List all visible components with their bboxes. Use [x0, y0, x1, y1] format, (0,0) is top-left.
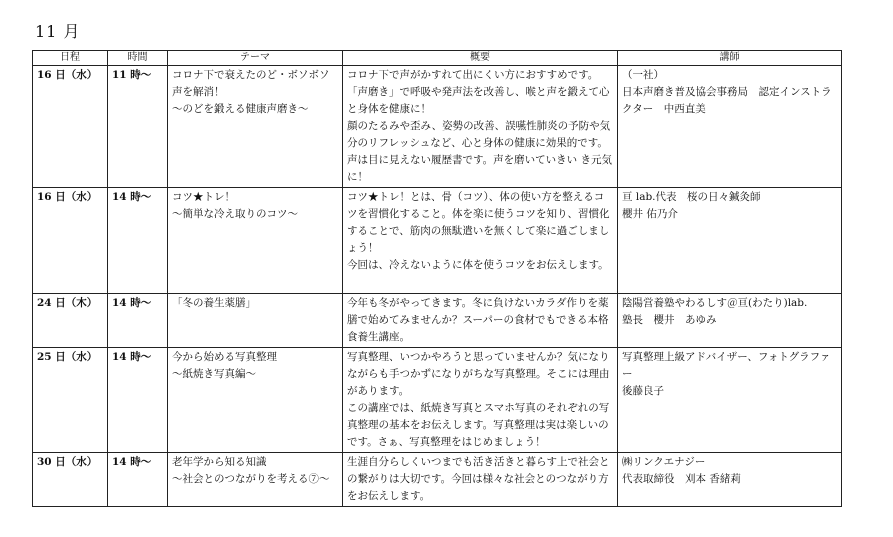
cell-theme: コツ★トレ！ ～簡単な冷え取りのコツ～: [168, 188, 343, 294]
table-row: [33, 453, 842, 507]
cell-lecturer: 亘 lab.代表 桜の日々鍼灸師 櫻井 佑乃介: [618, 188, 842, 294]
cell-date: 16 日（水）: [33, 188, 108, 294]
column-header-time: 時間: [108, 51, 168, 66]
cell-summary: 今年も冬がやってきます。冬に負けないカラダ作りを薬膳で始めてみませんか？スーパーの食材でもできる本格食養生講座。: [343, 294, 618, 348]
column-header-date: 日程: [33, 51, 108, 66]
table-row: [33, 348, 842, 453]
cell-theme: 「冬の養生薬膳」: [168, 294, 343, 348]
cell-summary: 写真整理、いつかやろうと思っていませんか？気になりながらも手つかずになりがちな写真整理。そこには理由があります。 この講座では、紙焼き写真とスマホ写真のそれぞれの写真整理の基本をお伝えします。写真整理は実は楽しいのです。さぁ、写真整理をはじめましょう！: [343, 348, 618, 453]
cell-summary: コロナ下で声がかすれて出にくい方におすすめです。「声磨き」で呼吸や発声法を改善し、喉と声を鍛えて心と身体を健康に！ 顔のたるみや歪み、姿勢の改善、誤嚥性肺炎の予防や気分のリフレッシュなど、心と身体の健康に効果的です。声は目に見えない履歴書です。声を磨いていきい き元気に！: [343, 66, 618, 188]
cell-summary: 生涯自分らしくいつまでも活き活きと暮らす上で社会との繋がりは大切です。今回は様々な社会とのつながり方をお伝えします。: [343, 453, 618, 507]
cell-date: 25 日（水）: [33, 348, 108, 453]
cell-lecturer: 陰陽営養塾やわるしす＠亘(わたり)lab. 塾長 櫻井 あゆみ: [618, 294, 842, 348]
cell-theme: コロナ下で衰えたのど・ボソボソ声を解消！ ～のどを鍛える健康声磨き～: [168, 66, 343, 188]
cell-date: 16 日（水）: [33, 66, 108, 188]
cell-time: 14 時～: [108, 453, 168, 507]
table-row: [33, 66, 842, 188]
cell-lecturer: （一社） 日本声磨き普及協会事務局 認定インストラクター 中西直美: [618, 66, 842, 188]
cell-summary: コツ★トレ！とは、骨（コツ）、体の使い方を整えるコツを習慣化すること。体を楽に使うコツを知り、習慣化することで、筋肉の無駄遣いを無くして楽に過ごしましょう！ 今回は、冷えないように体を使うコツをお伝えします。: [343, 188, 618, 294]
cell-time: 11 時～: [108, 66, 168, 188]
column-header-lecturer: 講師: [618, 51, 842, 66]
cell-time: 14 時～: [108, 294, 168, 348]
column-header-summary: 概要: [343, 51, 618, 66]
page-title: 11 月: [35, 22, 81, 41]
cell-theme: 今から始める写真整理 ～紙焼き写真編～: [168, 348, 343, 453]
table-row: [33, 188, 842, 294]
table-header-row: [33, 51, 842, 66]
schedule-table: [32, 50, 842, 507]
table-row: [33, 294, 842, 348]
cell-lecturer: 写真整理上級アドバイザー、フォトグラファー 後藤良子: [618, 348, 842, 453]
cell-date: 24 日（木）: [33, 294, 108, 348]
cell-theme: 老年学から知る知識 ～社会とのつながりを考える⑦～: [168, 453, 343, 507]
column-header-theme: テーマ: [168, 51, 343, 66]
cell-time: 14 時～: [108, 348, 168, 453]
cell-lecturer: ㈱リンクエナジー 代表取締役 刈本 香緒莉: [618, 453, 842, 507]
cell-time: 14 時～: [108, 188, 168, 294]
cell-date: 30 日（水）: [33, 453, 108, 507]
